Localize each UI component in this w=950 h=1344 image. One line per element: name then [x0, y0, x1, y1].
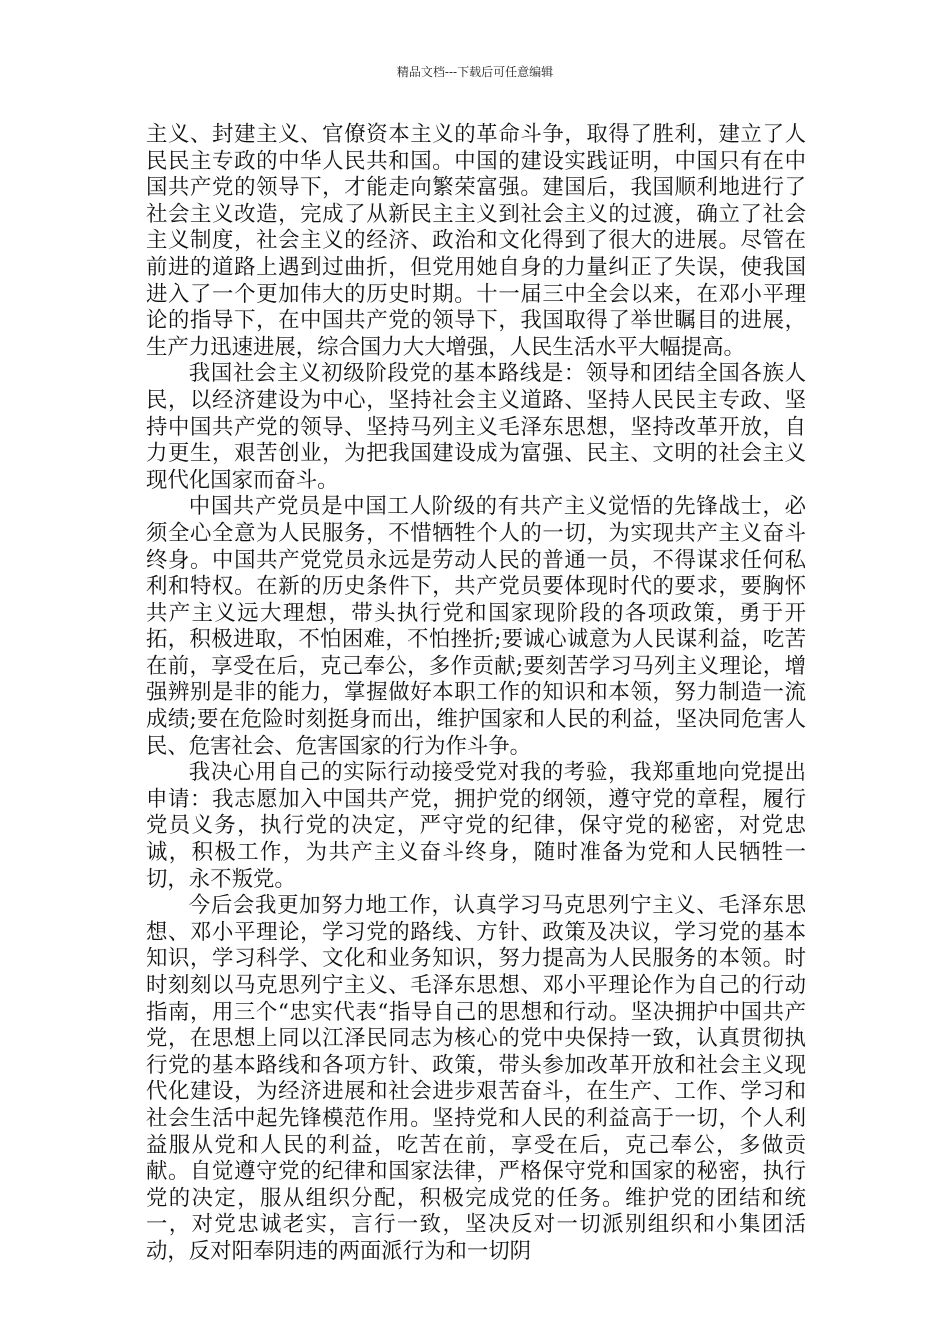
paragraph-4: 我决心用自己的实际行动接受党对我的考验，我郑重地向党提出申请：我志愿加入中国共产党，拥护党的纲领，遵守党的章程，履行党员义务，执行党的决定，严守党的纪律，保守党的秘密，对党忠诚，积极工作，为共产主义奋斗终身，随时准备为党和人民牺牲一切，永不叛党。	[146, 760, 806, 892]
paragraph-2: 我国社会主义初级阶段党的基本路线是：领导和团结全国各族人民，以经济建设为中心，坚持社会主义道路、坚持人民民主专政、坚持中国共产党的领导、坚持马列主义毛泽东思想，坚持改革开放，自力更生，艰苦创业，为把我国建设成为富强、民主、文明的社会主义现代化国家而奋斗。	[146, 361, 806, 493]
document-body	[146, 122, 806, 1266]
paragraph-5: 今后会我更加努力地工作，认真学习马克思列宁主义、毛泽东思想、邓小平理论，学习党的路线、方针、政策及决议，学习党的基本知识，学习科学、文化和业务知识，努力提高为人民服务的本领。时时刻刻以马克思列宁主义、毛泽东思想、邓小平理论作为自己的行动指南，用三个“忠实代表“指导自己的思想和行动。坚决拥护中国共产党，在思想上同以江泽民同志为核心的党中央保持一致，认真贯彻执行党的基本路线和各项方针、政策，带头参加改革开放和社会主义现代化建设，为经济进展和社会进步艰苦奋斗，在生产、工作、学习和社会生活中起先锋模范作用。坚持党和人民的利益高于一切，个人利益服从党和人民的利益，吃苦在前，享受在后，克己奉公，多做贡献。自觉遵守党的纪律和国家法律，严格保守党和国家的秘密，执行党的决定，服从组织分配，积极完成党的任务。维护党的团结和统一，对党忠诚老实，言行一致，坚决反对一切派别组织和小集团活动，反对阳奉阴违的两面派行为和一切阴	[146, 893, 806, 1264]
page-header: 精品文档---下载后可任意编辑	[396, 65, 554, 79]
paragraph-3: 中国共产党员是中国工人阶级的有共产主义觉悟的先锋战士，必须全心全意为人民服务，不惜牺牲个人的一切，为实现共产主义奋斗终身。中国共产党党员永远是劳动人民的普通一员，不得谋求任何私利和特权。在新的历史条件下，共产党员要体现时代的要求，要胸怀共产主义远大理想，带头执行党和国家现阶段的各项政策，勇于开拓，积极进取，不怕困难，不怕挫折;要诚心诚意为人民谋利益，吃苦在前，享受在后，克己奉公，多作贡献;要刻苦学习马列主义理论，增强辨别是非的能力，掌握做好本职工作的知识和本领，努力制造一流成绩;要在危险时刻挺身而出，维护国家和人民的利益，坚决同危害人民、危害社会、危害国家的行为作斗争。	[146, 494, 806, 759]
paragraph-1: 主义、封建主义、官僚资本主义的革命斗争，取得了胜利，建立了人民民主专政的中华人民共和国。中国的建设实践证明，中国只有在中国共产党的领导下，才能走向繁荣富强。建国后，我国顺利地进行了社会主义改造，完成了从新民主主义到社会主义的过渡，确立了社会主义制度，社会主义的经济、政治和文化得到了很大的进展。尽管在前进的道路上遇到过曲折，但党用她自身的力量纠正了失误，使我国进入了一个更加伟大的历史时期。十一届三中全会以来，在邓小平理论的指导下，在中国共产党的领导下，我国取得了举世瞩目的进展，生产力迅速进展，综合国力大大增强，人民生活水平大幅提高。	[146, 122, 806, 360]
